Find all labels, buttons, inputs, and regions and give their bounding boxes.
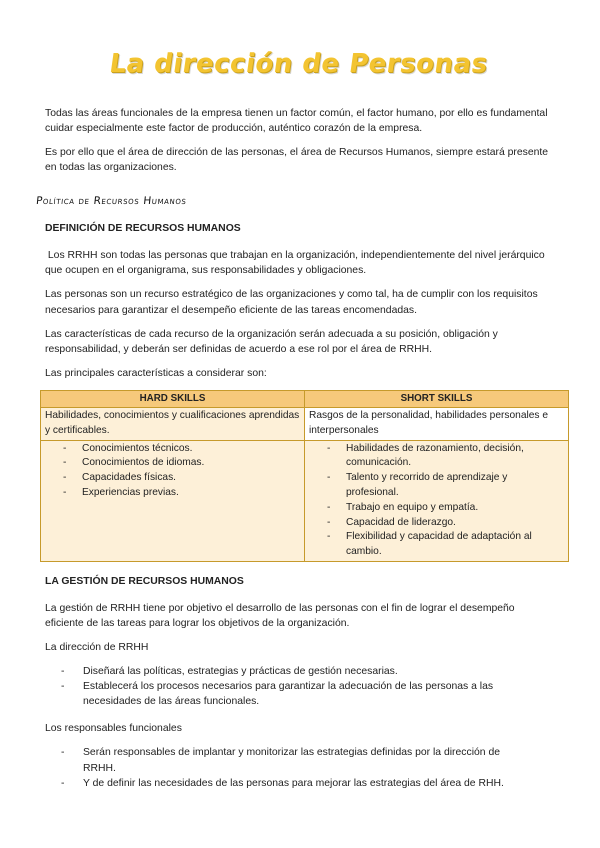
table-row	[41, 440, 569, 561]
bullet-dash: -	[61, 681, 65, 693]
list-item-text: Conocimientos de idiomas.	[82, 457, 205, 469]
list-item	[45, 776, 552, 791]
definicion-paragraph-2: Las personas son un recurso estratégico de las organizaciones y como tal, ha de cumplir con los requisitos necesarios para garantizar el desempeño eficiente de las tareas encomendadas.	[45, 289, 538, 316]
list-item	[309, 442, 564, 472]
list-item-text: Talento y recorrido de aprendizaje y profesional.	[346, 472, 508, 498]
list-item	[45, 486, 300, 501]
list-item-text: Capacidad de liderazgo.	[346, 516, 456, 528]
gestion-heading: LA GESTIÓN DE RECURSOS HUMANOS	[45, 575, 244, 587]
list-item	[45, 664, 552, 679]
politica-heading: Política de Recursos Humanos	[35, 195, 188, 207]
bullet-dash: -	[327, 442, 331, 454]
list-item	[309, 471, 564, 501]
list-item-text: Conocimientos técnicos.	[82, 442, 193, 454]
direccion-list	[45, 664, 552, 709]
bullet-dash: -	[61, 777, 65, 789]
list-item-text: Flexibilidad y capacidad de adaptación al cambio.	[346, 531, 532, 558]
list-item-text: Trabajo en equipo y empatía.	[346, 501, 479, 513]
soft-skills-description: Rasgos de la personalidad, habilidades personales e interpersonales	[305, 408, 569, 441]
gestion-paragraph: La gestión de RRHH tiene por objetivo el desarrollo de las personas con el fin de lograr el desempeño eficiente de las tareas para lograr los objetivos de la organización.	[45, 602, 515, 630]
bullet-dash: -	[63, 486, 67, 498]
list-item	[45, 679, 552, 709]
definicion-paragraph-1: Los RRHH son todas las personas que trabajan en la organización, independientemente del nivel jerárquico que ocupen en el organigrama, sus responsabilidades y obligaciones.	[45, 250, 548, 277]
list-item-text: Diseñará las políticas, estrategias y prácticas de gestión necesarias.	[83, 666, 398, 678]
bullet-dash: -	[63, 442, 67, 454]
table-row	[41, 408, 569, 441]
list-item	[309, 501, 564, 516]
soft-skills-cell	[305, 440, 569, 561]
intro-paragraph-2: Es por ello que el área de dirección de las personas, el área de Recursos Humanos, siempre estará presente en todas las organizaciones.	[45, 146, 549, 173]
soft-skills-header: SHORT SKILLS	[305, 390, 569, 407]
list-item	[45, 442, 300, 457]
page-title: La dirección de Personas	[107, 49, 490, 79]
table-header-row	[41, 390, 569, 407]
list-item	[45, 745, 552, 775]
bullet-dash: -	[61, 666, 65, 678]
list-item	[309, 530, 564, 560]
definicion-paragraph-4: Las principales características a considerar son:	[45, 367, 267, 379]
definicion-heading: DEFINICIÓN DE RECURSOS HUMANOS	[45, 223, 241, 235]
responsables-label: Los responsables funcionales	[45, 723, 182, 735]
list-item	[45, 456, 300, 471]
hard-skills-list	[45, 442, 300, 501]
list-item-text: Habilidades de razonamiento, decisión, comunicación.	[346, 442, 524, 469]
bullet-dash: -	[61, 747, 65, 759]
list-item-text: Serán responsables de implantar y monitorizar las estrategias definidas por la dirección de RRHH.	[83, 747, 501, 774]
hard-skills-cell	[41, 440, 305, 561]
list-item-text: Y de definir las necesidades de las personas para mejorar las estrategias del área de RHH.	[83, 777, 504, 789]
list-item	[45, 471, 300, 486]
bullet-dash: -	[327, 472, 331, 484]
direccion-label: La dirección de RRHH	[45, 642, 149, 654]
list-item	[309, 516, 564, 531]
responsables-list	[45, 745, 552, 790]
list-item-text: Capacidades físicas.	[82, 472, 177, 484]
list-item-text: Experiencias previas.	[82, 486, 179, 498]
bullet-dash: -	[327, 516, 331, 528]
bullet-dash: -	[327, 531, 331, 543]
hard-skills-description: Habilidades, conocimientos y cualificaciones aprendidas y certificables.	[41, 408, 305, 441]
list-item-text: Establecerá los procesos necesarios para garantizar la adecuación de las personas a las necesidades de las áreas funcionales.	[83, 681, 494, 708]
bullet-dash: -	[63, 472, 67, 484]
definicion-paragraph-3: Las características de cada recurso de la organización serán adecuada a su posición, obligación y responsabilidad, y deberán ser definidas de acuerdo a ese rol por el área de RRHH.	[45, 328, 498, 355]
bullet-dash: -	[327, 501, 331, 513]
bullet-dash: -	[63, 457, 67, 469]
intro-paragraph-1: Todas las áreas funcionales de la empresa tienen un factor común, el factor humano, por ello es fundamental cuidar especialmente este factor de producción, auténtico corazón de la empresa.	[45, 107, 548, 134]
skills-table	[40, 390, 569, 562]
soft-skills-list	[309, 442, 564, 560]
hard-skills-header: HARD SKILLS	[41, 390, 305, 407]
